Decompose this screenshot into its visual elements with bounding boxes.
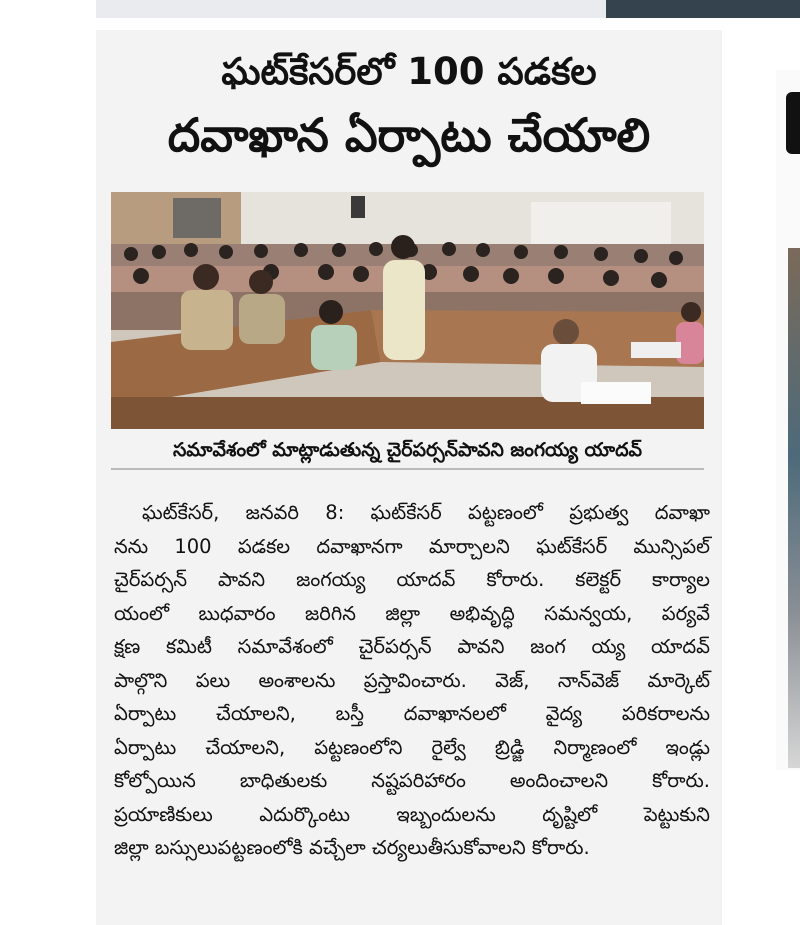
top-bar-left [96, 0, 606, 18]
headline-line-1: ఘట్‌కేసర్‌లో 100 పడకల [221, 50, 597, 93]
body-line: పాల్గొని పలు అంశాలను ప్రస్తావించారు. వెజ్, నాన్‌వెజ్ మార్కెట్ [114, 668, 710, 692]
body-line: చైర్‌పర్సన్ పావని జంగయ్య యాదవ్ కోరారు. కలెక్టర్ కార్యాల [114, 568, 710, 591]
body-line: ప్రయాణికులు ఎదుర్కొంటు ఇబ్బందులను దృష్టిలో పెట్టుకుని [114, 802, 710, 826]
headline-line-2: దవాఖాన ఏర్పాటు చేయాలి [167, 108, 651, 162]
top-bar-right [606, 0, 800, 18]
adjacent-headline-glyph [786, 92, 800, 154]
body-line: కోల్పోయిన బాధితులకు నష్టపరిహారం అందించాలని కోరారు. [114, 769, 710, 792]
meeting-photo [111, 192, 704, 429]
body-line: జిల్లా బస్సులుపట్టణంలోకి వచ్చేలా చర్యలుతీసుకోవాలని కోరారు. [114, 836, 590, 859]
body-line: ఏర్పాటు చేయాలని, బస్తీ దవాఖానలలో వైద్య పరికరాలను [114, 702, 710, 725]
body-line: ఘట్‌కేసర్, జనవరి 8: ఘట్‌కేసర్ పట్టణంలో ప్రభుత్వ దవాఖా [142, 501, 710, 524]
article-body [114, 496, 710, 865]
adjacent-photo-strip [788, 248, 800, 768]
photo-caption: సమావేశంలో మాట్లాడుతున్న చైర్‌పర్సన్‌పావని జంగయ్య యాదవ్ [111, 432, 704, 470]
body-line: యంలో బుధవారం జరిగిన జిల్లా అభివృద్ధి సమన్వయ, పర్యవే [114, 601, 710, 625]
news-clipping [96, 30, 722, 925]
body-line: నను 100 పడకల దవాఖానగా మార్చాలని ఘట్‌కేసర్ మున్సిపల్ [114, 534, 710, 558]
body-line: క్షణ కమిటీ సమావేశంలో చైర్‌పర్సన్ పావని జంగ య్య యాదవ్ [114, 635, 710, 658]
body-line: ఏర్పాటు చేయాలని, పట్టణంలోని రైల్వే బ్రిడ్జి నిర్మాణంలో ఇండ్లు [114, 735, 710, 759]
